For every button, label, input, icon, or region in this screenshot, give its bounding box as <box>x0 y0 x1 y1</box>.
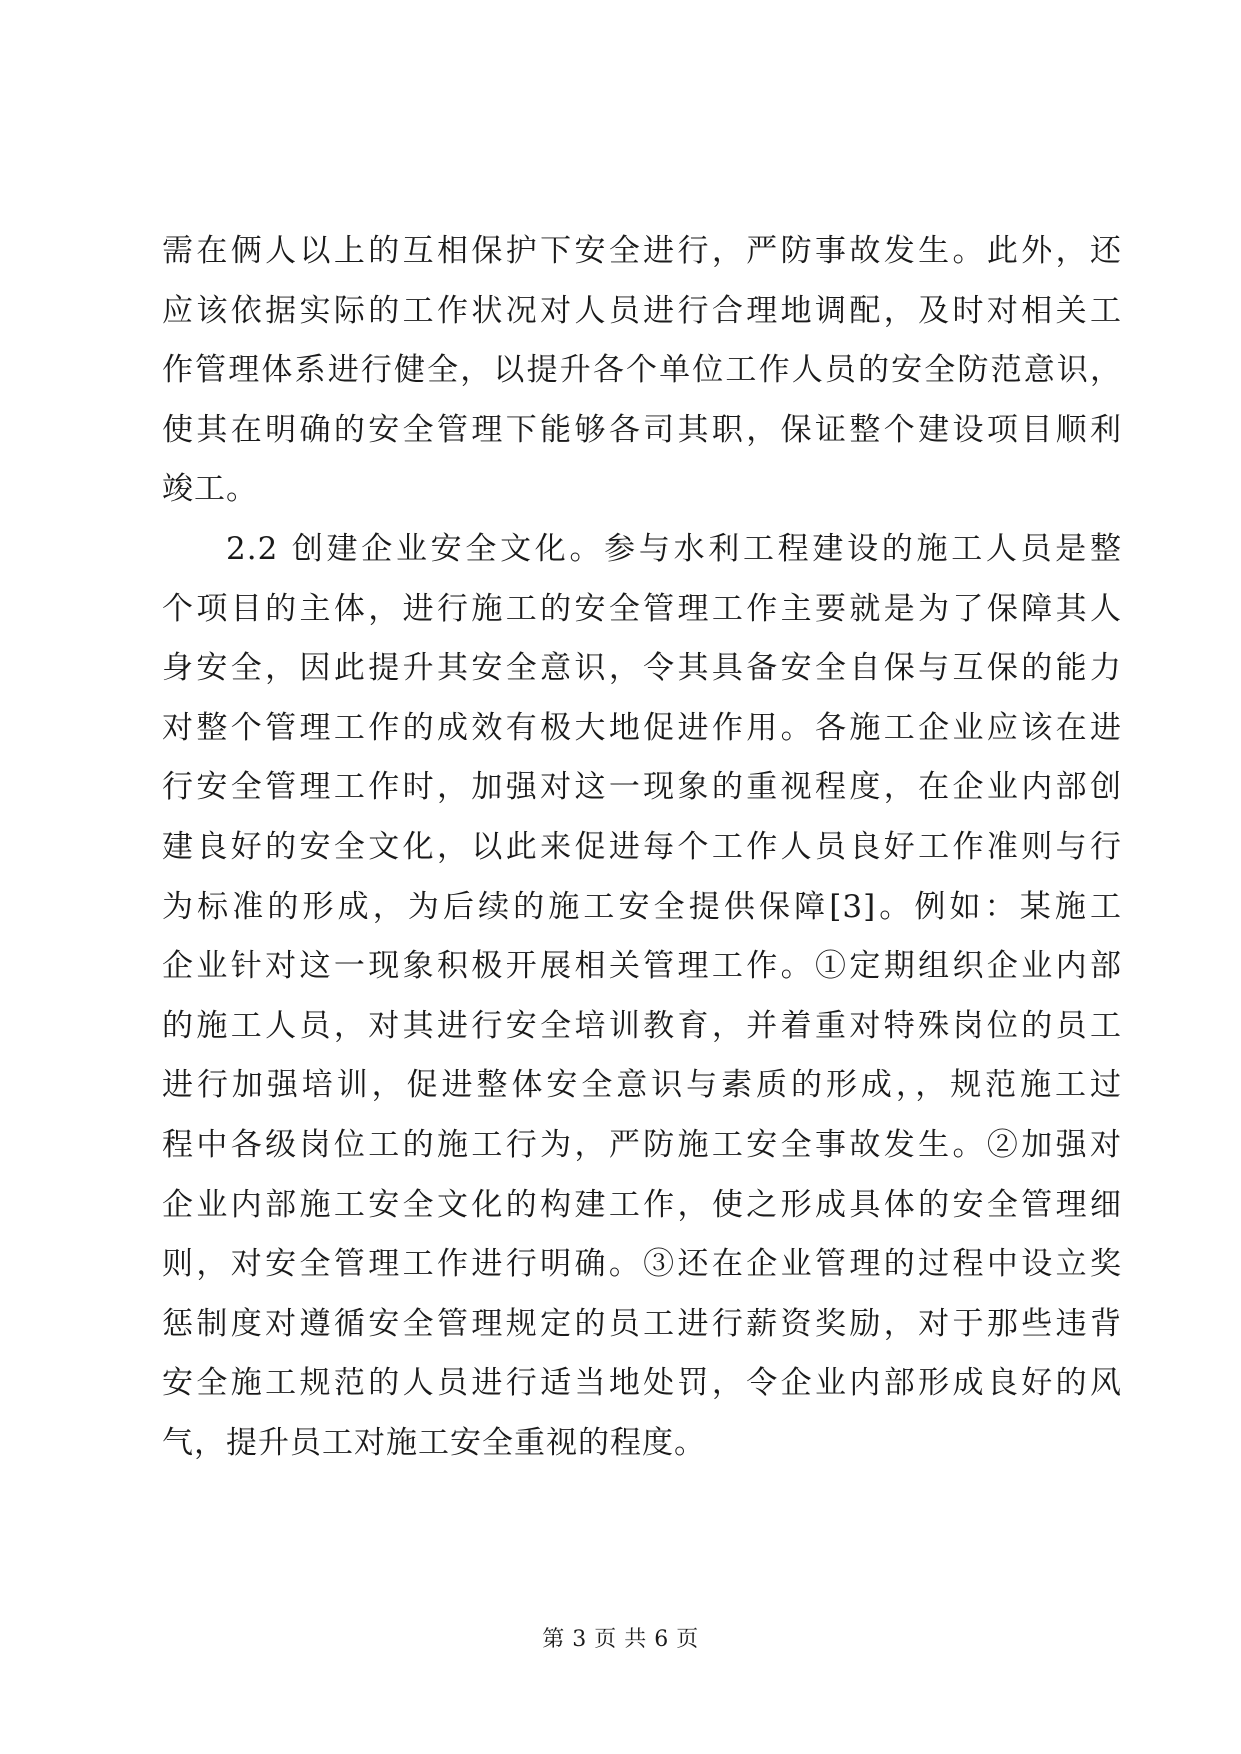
body-text-line: 应该依据实际的工作状况对人员进行合理地调配，及时对相关工 <box>162 292 1122 329</box>
body-text-line: 则，对安全管理工作进行明确。③还在企业管理的过程中设立奖 <box>162 1246 1122 1283</box>
document-body <box>162 222 1122 1473</box>
body-text-line: 为标准的形成，为后续的施工安全提供保障[3]。例如：某施工 <box>162 888 1122 925</box>
body-text-line: 作管理体系进行健全，以提升各个单位工作人员的安全防范意识， <box>162 352 1122 389</box>
body-text-line: 需在俩人以上的互相保护下安全进行，严防事故发生。此外，还 <box>162 233 1122 269</box>
body-text-line: 竣工。 <box>162 471 258 508</box>
body-text-line: 对整个管理工作的成效有极大地促进作用。各施工企业应该在进 <box>162 709 1122 746</box>
body-text-line: 使其在明确的安全管理下能够各司其职，保证整个建设项目顺利 <box>162 411 1122 448</box>
page-number-footer: 第 3 页 共 6 页 <box>542 1627 699 1652</box>
body-text-line: 程中各级岗位工的施工行为，严防施工安全事故发生。②加强对 <box>162 1126 1122 1163</box>
body-text-line: 身安全，因此提升其安全意识，令其具备安全自保与互保的能力 <box>162 650 1122 687</box>
body-text-line: 企业内部施工安全文化的构建工作，使之形成具体的安全管理细 <box>162 1186 1122 1223</box>
body-text-line: 进行加强培训，促进整体安全意识与素质的形成，，规范施工过 <box>162 1067 1122 1104</box>
body-text-line: 行安全管理工作时，加强对这一现象的重视程度，在企业内部创 <box>162 769 1122 806</box>
body-text-line: 安全施工规范的人员进行适当地处罚，令企业内部形成良好的风 <box>162 1365 1122 1402</box>
body-text-line: 建良好的安全文化，以此来促进每个工作人员良好工作准则与行 <box>162 828 1122 865</box>
body-text-line: 的施工人员，对其进行安全培训教育，并着重对特殊岗位的员工 <box>162 1007 1122 1044</box>
body-text-line: 企业针对这一现象积极开展相关管理工作。①定期组织企业内部 <box>162 948 1122 985</box>
body-text-line: 惩制度对遵循安全管理规定的员工进行薪资奖励，对于那些违背 <box>162 1305 1122 1342</box>
body-text-line: 个项目的主体，进行施工的安全管理工作主要就是为了保障其人 <box>162 590 1122 627</box>
body-text-line: 气，提升员工对施工安全重视的程度。 <box>162 1424 706 1461</box>
section-heading-line: 2.2 创建企业安全文化。参与水利工程建设的施工人员是整 <box>226 530 1122 567</box>
